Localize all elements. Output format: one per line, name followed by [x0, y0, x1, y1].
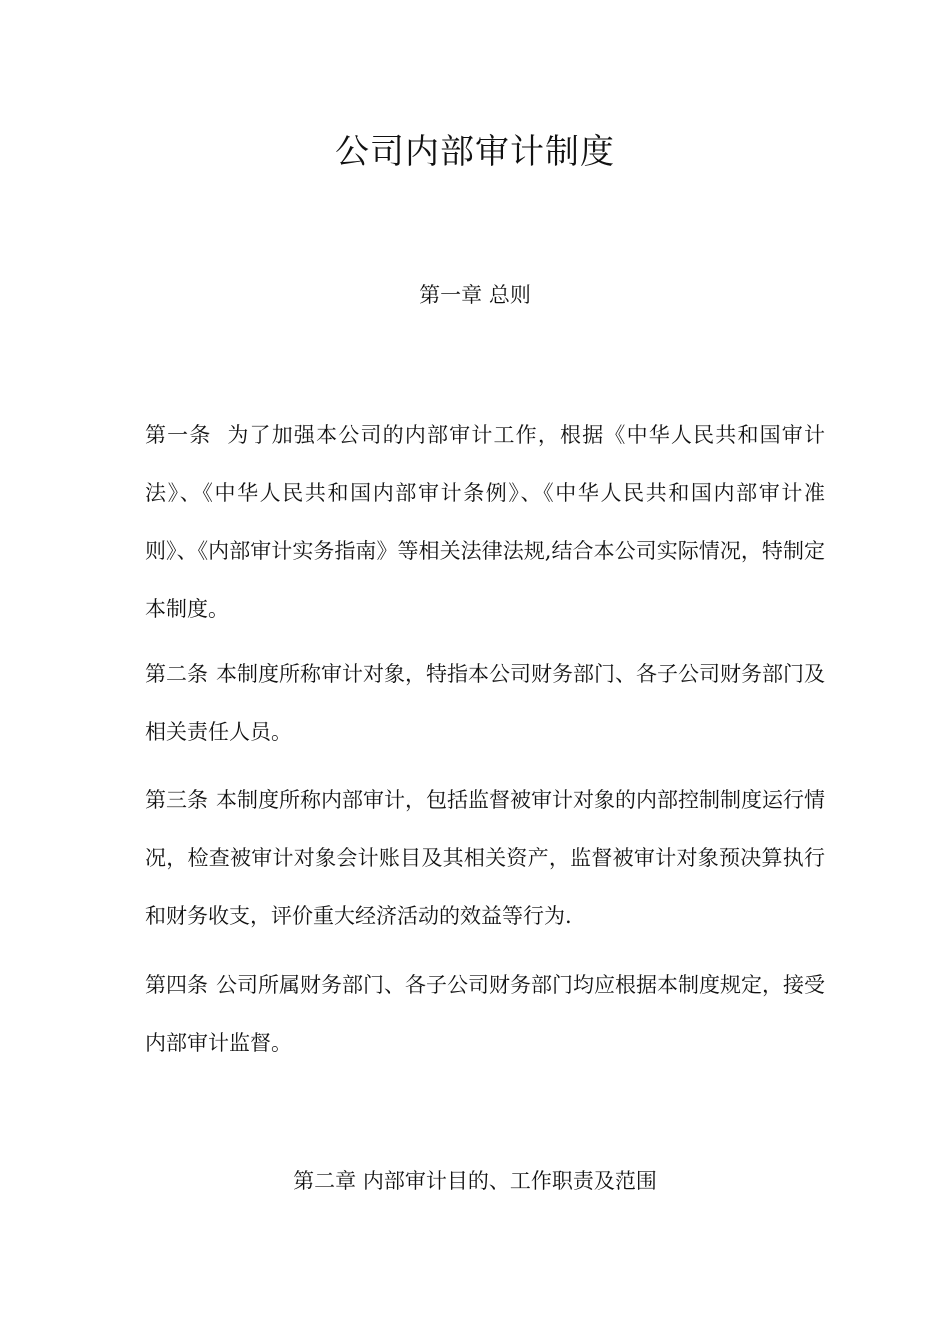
article-1-text: 为了加强本公司的内部审计工作，根据《中华人民共和国审计法》、《中华人民共和国内部审计条例》、《中华人民共和国内部审计准则》、《内部审计实务指南》等相关法律法规,结合本公司实际情况，特制定本制度。: [145, 423, 825, 621]
article-3-number: 第三条: [145, 788, 208, 812]
article-2-number: 第二条: [145, 662, 208, 686]
article-1: [145, 406, 825, 638]
chapter-2-heading: 第二章 内部审计目的、工作职责及范围: [293, 1169, 657, 1193]
article-1-number: 第一条: [145, 423, 212, 447]
article-4-number: 第四条: [145, 973, 208, 997]
article-4-text: 公司所属财务部门、各子公司财务部门均应根据本制度规定，接受内部审计监督。: [145, 973, 825, 1055]
article-2: [145, 645, 825, 761]
article-4: [145, 956, 825, 1072]
article-2-text: 本制度所称审计对象，特指本公司财务部门、各子公司财务部门及相关责任人员。: [145, 662, 825, 744]
article-3: [145, 771, 825, 945]
article-3-text: 本制度所称内部审计，包括监督被审计对象的内部控制制度运行情况，检查被审计对象会计账目及其相关资产，监督被审计对象预决算执行和财务收支，评价重大经济活动的效益等行为.: [145, 788, 825, 928]
document-title: 公司内部审计制度: [335, 132, 615, 172]
chapter-1-heading: 第一章 总则: [419, 283, 531, 307]
